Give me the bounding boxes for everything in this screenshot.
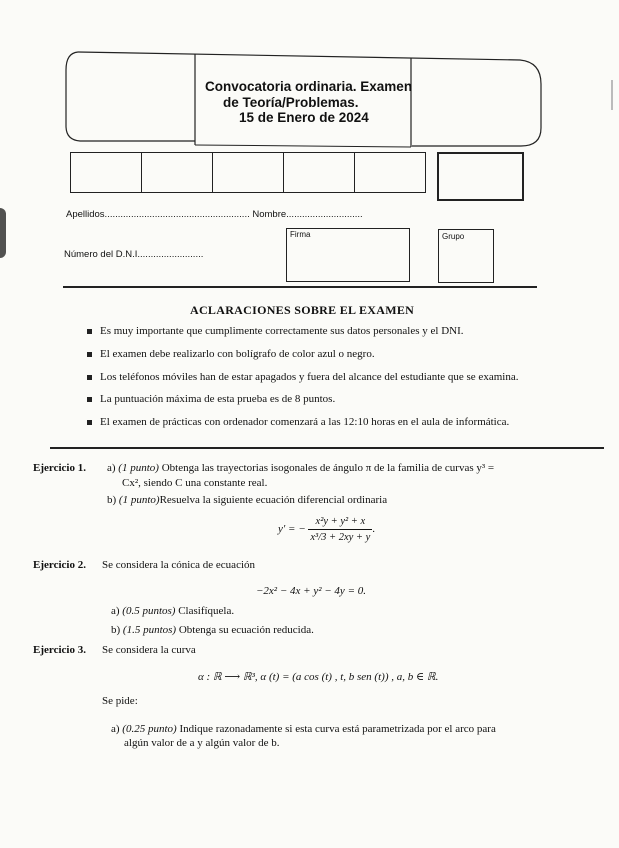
- bullet-icon: [87, 420, 92, 425]
- ejercicio-1b: b) (1 punto)Resuelva la siguiente ecuación diferencial ordinaria: [107, 494, 388, 506]
- exam-title-line-2: de Teoría/Problemas.: [223, 95, 359, 110]
- ejercicio-2-label: Ejercicio 2.: [33, 559, 86, 571]
- bullet-icon: [87, 352, 92, 357]
- aclaracion-item: El examen debe realizarlo con bolígrafo de color azul o negro.: [87, 348, 375, 360]
- apellidos-nombre-field[interactable]: Apellidos....................................................... Nombre.............................: [66, 209, 363, 220]
- grade-box-4[interactable]: [283, 152, 355, 193]
- ejercicio-2-intro: Se considera la cónica de ecuación: [102, 559, 256, 571]
- ejercicio-1a: a) (1 punto) Obtenga las trayectorias isogonales de ángulo π de la familia de curvas y³ =: [107, 462, 495, 474]
- aclaracion-item: Los teléfonos móviles han de estar apagados y fuera del alcance del estudiante que se examina.: [87, 371, 518, 383]
- ejercicio-3-intro: Se considera la curva: [102, 644, 196, 656]
- aclaracion-item: El examen de prácticas con ordenador comenzará a las 12:10 horas en el aula de informática.: [87, 416, 509, 428]
- grade-box-2[interactable]: [141, 152, 213, 193]
- ejercicio-3-label: Ejercicio 3.: [33, 644, 86, 656]
- grade-box-1[interactable]: [70, 152, 142, 193]
- ejercicio-3-se-pide: Se pide:: [102, 695, 138, 707]
- grade-box-5[interactable]: [354, 152, 426, 193]
- exam-title-line-1: Convocatoria ordinaria. Examen: [205, 79, 413, 94]
- ejercicio-3-equation: α : ℝ ⟶ ℝ³, α (t) = (a cos (t) , t, b sen (t)) , a, b ∈ ℝ.: [198, 671, 439, 683]
- bullet-icon: [87, 329, 92, 334]
- exam-title-line-3: 15 de Enero de 2024: [239, 110, 369, 125]
- grupo-box[interactable]: [438, 229, 494, 283]
- ejercicio-1a-cont: Cx², siendo C una constante real.: [122, 477, 268, 489]
- total-grade-box[interactable]: [437, 152, 524, 201]
- ejercicio-2a: a) (0.5 puntos) Clasifíquela.: [111, 605, 235, 617]
- ejercicio-2-equation: −2x² − 4x + y² − 4y = 0.: [256, 585, 366, 597]
- ejercicio-1-label: Ejercicio 1.: [33, 462, 86, 474]
- divider-bottom: [50, 447, 604, 449]
- ejercicio-2b: b) (1.5 puntos) Obtenga su ecuación reducida.: [111, 624, 314, 636]
- bullet-icon: [87, 397, 92, 402]
- dni-field[interactable]: Número del D.N.I.........................: [64, 249, 204, 260]
- bullet-icon: [87, 375, 92, 380]
- ejercicio-3a: a) (0.25 punto) Indique razonadamente si esta curva está parametrizada por el arco para: [111, 723, 496, 735]
- divider-top: [63, 286, 537, 288]
- ejercicio-3a-cont: algún valor de a y algún valor de b.: [124, 737, 280, 749]
- ejercicio-1-equation: y′ = − $\frac{\text{x²y + y² + x}}{\text{x³/3 + 2xy + y}}$ .: [278, 516, 376, 543]
- aclaraciones-title: ACLARACIONES SOBRE EL EXAMEN: [190, 303, 415, 317]
- grupo-label: Grupo: [442, 232, 465, 241]
- grade-box-3[interactable]: [212, 152, 284, 193]
- scan-shadow: [0, 208, 6, 258]
- aclaracion-item: La puntuación máxima de esta prueba es de 8 puntos.: [87, 393, 335, 405]
- aclaracion-item: Es muy importante que cumplimente correctamente sus datos personales y el DNI.: [87, 325, 464, 337]
- firma-box[interactable]: [286, 228, 410, 282]
- firma-label: Firma: [290, 230, 311, 239]
